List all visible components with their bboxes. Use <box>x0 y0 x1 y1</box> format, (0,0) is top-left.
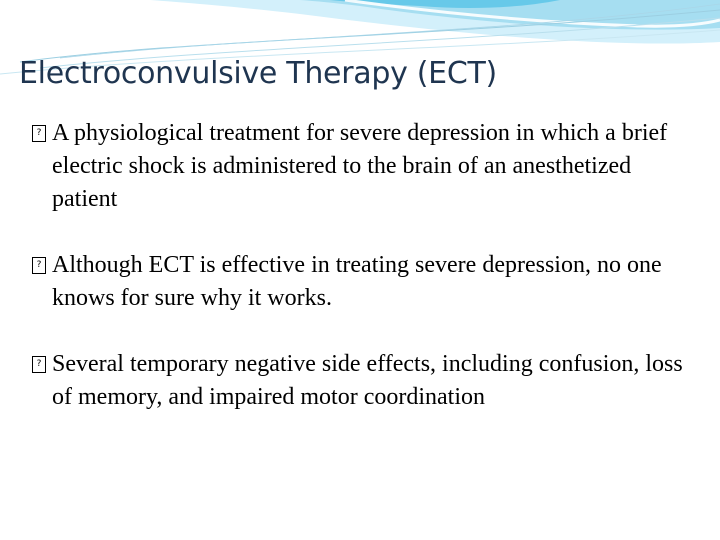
bullet-text: Several temporary negative side effects, including confusion, loss of memory, and impaired motor coordination <box>52 351 683 410</box>
bullet-text: Although ECT is effective in treating severe depression, no one knows for sure why it works. <box>52 252 662 311</box>
bullet-marker-icon: ? <box>32 125 46 142</box>
slide-title: Electroconvulsive Therapy (ECT) <box>19 56 497 91</box>
bullet-marker-icon: ? <box>32 356 46 373</box>
bullet-text: A physiological treatment for severe depression in which a brief electric shock is administered to the brain of an anesthetized patient <box>52 120 668 212</box>
bullet-item-definition <box>30 117 702 216</box>
bullet-list <box>30 117 702 414</box>
bullet-marker-icon: ? <box>32 257 46 274</box>
bullet-item-side-effects <box>30 348 702 414</box>
bullet-item-effectiveness <box>30 249 702 315</box>
